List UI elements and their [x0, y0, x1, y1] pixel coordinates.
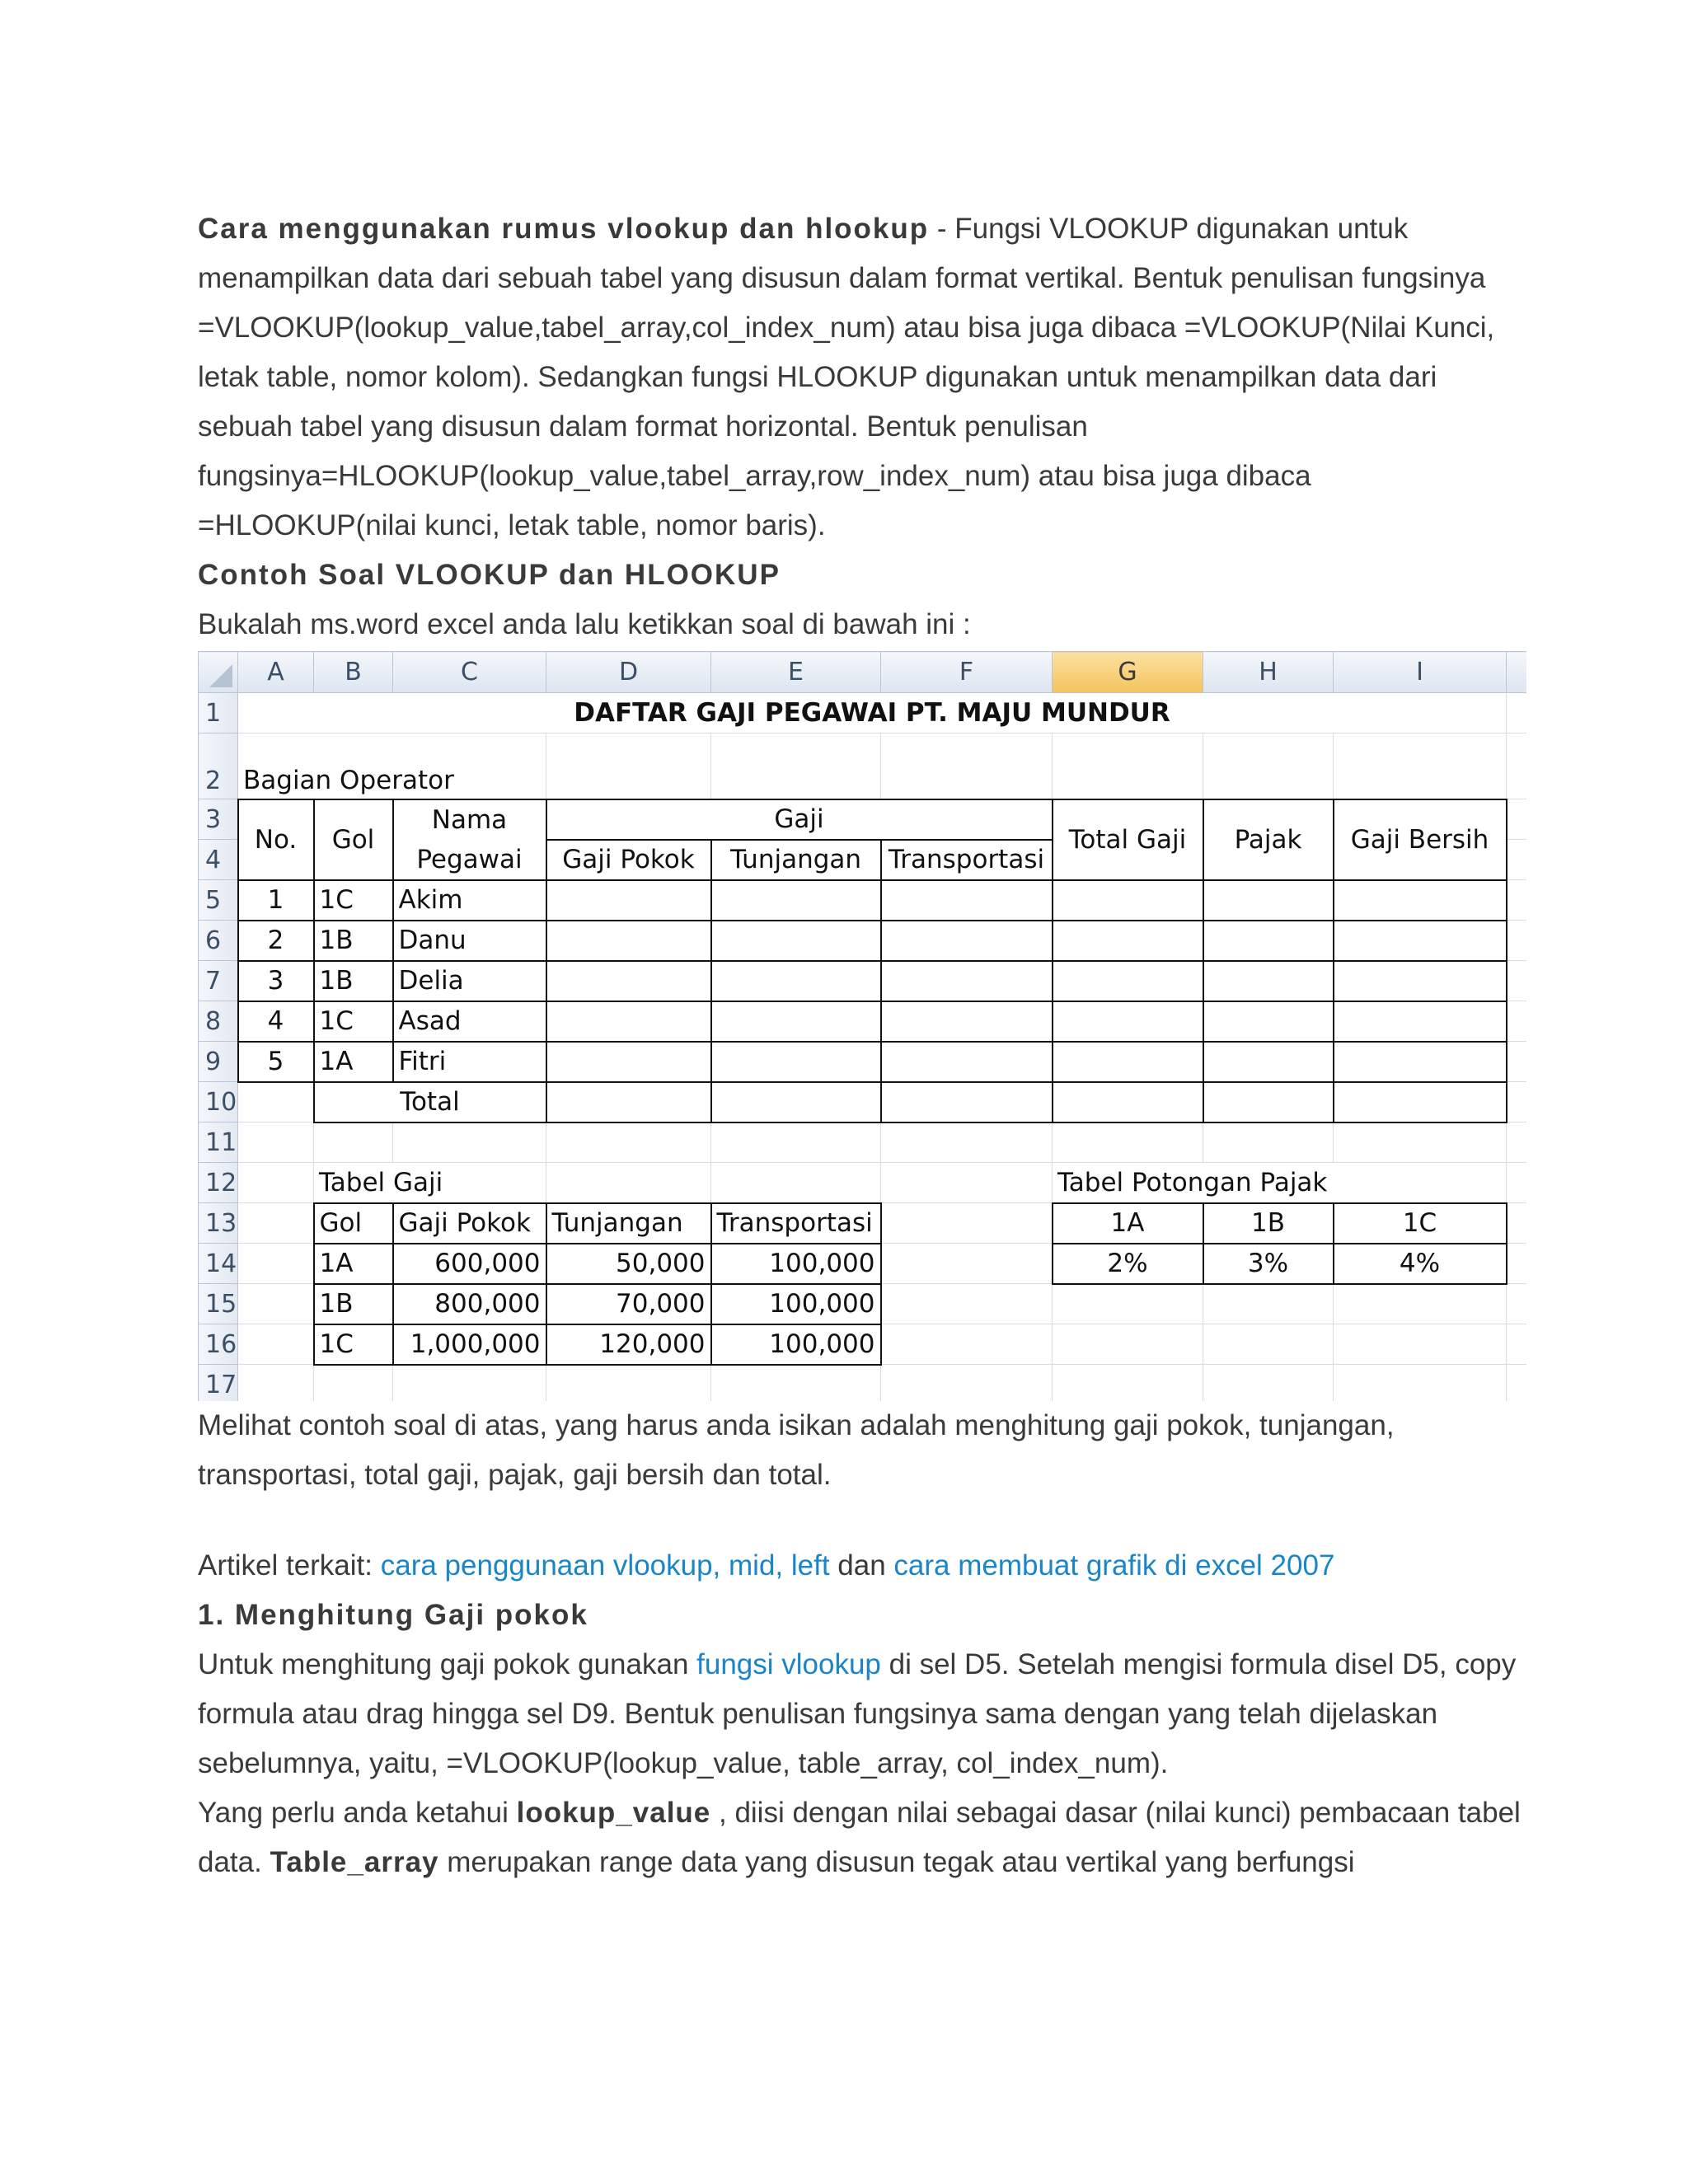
employee-gol[interactable]: 1B	[314, 961, 393, 1001]
cell[interactable]	[238, 1082, 314, 1122]
sheet-row-16	[199, 1324, 1527, 1365]
cell[interactable]	[1203, 1365, 1334, 1402]
cell[interactable]	[711, 1082, 881, 1122]
related-label: Artikel terkait:	[198, 1549, 381, 1582]
cell[interactable]	[881, 1042, 1053, 1082]
row-header[interactable]: 4	[199, 840, 238, 880]
cell[interactable]	[1507, 840, 1527, 880]
cell[interactable]	[711, 1042, 881, 1082]
section-label[interactable]: Bagian Operator	[238, 733, 546, 799]
sheet-row-17	[199, 1365, 1527, 1402]
cell[interactable]	[711, 921, 881, 961]
cell[interactable]	[881, 1365, 1053, 1402]
salary-gaji-pokok[interactable]: 800,000	[393, 1284, 546, 1324]
p1-text-a: Untuk menghitung gaji pokok gunakan	[198, 1648, 697, 1680]
header-total-gaji[interactable]: Total Gaji	[1053, 799, 1203, 880]
row-header[interactable]: 13	[199, 1203, 238, 1244]
cell[interactable]	[1507, 733, 1527, 799]
cell[interactable]	[238, 1365, 314, 1402]
salary-transportasi[interactable]: 100,000	[711, 1324, 881, 1365]
row-header[interactable]: 1	[199, 693, 238, 733]
p2-text-a: Yang perlu anda ketahui	[198, 1797, 517, 1829]
employee-nama[interactable]: Akim	[393, 880, 546, 921]
cell[interactable]	[1203, 733, 1334, 799]
salary-tunjangan[interactable]: 50,000	[546, 1244, 711, 1284]
col-header-h[interactable]: H	[1203, 652, 1334, 693]
cell[interactable]	[546, 880, 711, 921]
sheet-row-2	[199, 733, 1527, 799]
tax-header-1a[interactable]: 1A	[1053, 1203, 1203, 1244]
cell[interactable]	[1203, 961, 1334, 1001]
related-link-grafik[interactable]: cara membuat grafik di excel 2007	[893, 1549, 1335, 1582]
cell[interactable]	[1053, 1284, 1203, 1324]
fungsi-vlookup-link[interactable]: fungsi vlookup	[696, 1648, 881, 1680]
cell[interactable]	[1507, 1042, 1527, 1082]
cell[interactable]	[1507, 1365, 1527, 1402]
row-header[interactable]: 14	[199, 1244, 238, 1284]
cell[interactable]	[881, 1203, 1053, 1244]
row-header[interactable]: 3	[199, 799, 238, 840]
cell[interactable]	[1203, 1001, 1334, 1042]
cell[interactable]	[1053, 1365, 1203, 1402]
cell[interactable]	[1053, 1001, 1203, 1042]
cell[interactable]	[1507, 1082, 1527, 1122]
cell[interactable]	[1203, 1284, 1334, 1324]
related-separator: dan	[829, 1549, 894, 1582]
cell[interactable]	[1507, 1001, 1527, 1042]
header-nama-line1[interactable]: Nama	[393, 799, 546, 840]
cell[interactable]	[393, 1122, 546, 1163]
row-header[interactable]: 8	[199, 1001, 238, 1042]
sheet-title[interactable]: DAFTAR GAJI PEGAWAI PT. MAJU MUNDUR	[238, 693, 1507, 733]
employee-nama[interactable]: Delia	[393, 961, 546, 1001]
cell[interactable]	[1334, 1365, 1507, 1402]
article	[198, 204, 1533, 1887]
tax-value-1a[interactable]: 2%	[1053, 1244, 1203, 1284]
header-tunjangan[interactable]: Tunjangan	[711, 840, 881, 880]
cell[interactable]	[546, 921, 711, 961]
employee-no[interactable]: 5	[238, 1042, 314, 1082]
header-gaji-pokok[interactable]: Gaji Pokok	[546, 840, 711, 880]
cell[interactable]	[1334, 1042, 1507, 1082]
cell[interactable]	[238, 1324, 314, 1365]
cell[interactable]	[881, 1284, 1053, 1324]
cell[interactable]	[1507, 693, 1527, 733]
cell[interactable]	[1507, 1122, 1527, 1163]
cell[interactable]	[1507, 880, 1527, 921]
cell[interactable]	[1053, 733, 1203, 799]
column-header-row	[199, 652, 1527, 693]
cell[interactable]	[881, 1001, 1053, 1042]
row-header[interactable]: 2	[199, 733, 238, 799]
cell[interactable]	[1507, 921, 1527, 961]
cell[interactable]	[881, 1082, 1053, 1122]
cell[interactable]	[881, 1324, 1053, 1365]
cell[interactable]	[711, 1122, 881, 1163]
cell[interactable]	[881, 1163, 1053, 1203]
cell[interactable]	[546, 961, 711, 1001]
employee-nama[interactable]: Fitri	[393, 1042, 546, 1082]
cell[interactable]	[711, 1001, 881, 1042]
sheet-row-15	[199, 1284, 1527, 1324]
row-header[interactable]: 12	[199, 1163, 238, 1203]
employee-nama[interactable]: Asad	[393, 1001, 546, 1042]
header-gaji[interactable]: Gaji	[546, 799, 1053, 840]
spreadsheet-grid	[198, 651, 1526, 1401]
intro-title: Cara menggunakan rumus vlookup dan hlookup	[198, 213, 930, 245]
cell[interactable]	[1203, 1324, 1334, 1365]
cell[interactable]	[1203, 1082, 1334, 1122]
cell[interactable]	[711, 961, 881, 1001]
cell[interactable]	[1507, 1244, 1527, 1284]
intro-paragraph	[198, 204, 1533, 551]
cell[interactable]	[1053, 1082, 1203, 1122]
cell[interactable]	[1053, 1042, 1203, 1082]
salary-gol[interactable]: 1B	[314, 1284, 393, 1324]
after-sheet-paragraph: Melihat contoh soal di atas, yang harus anda isikan adalah menghitung gaji pokok, tunjangan, transportasi, total gaji, pajak, gaji bersih dan total.	[198, 1409, 1395, 1491]
cell[interactable]	[1334, 1122, 1507, 1163]
employee-gol[interactable]: 1C	[314, 1001, 393, 1042]
col-header-d[interactable]: D	[546, 652, 711, 693]
cell[interactable]	[1507, 1203, 1527, 1244]
salary-header-gaji-pokok[interactable]: Gaji Pokok	[393, 1203, 546, 1244]
employee-gol[interactable]: 1B	[314, 921, 393, 961]
salary-tunjangan[interactable]: 70,000	[546, 1284, 711, 1324]
section1-heading: 1. Menghitung Gaji pokok	[198, 1599, 588, 1631]
cell[interactable]	[881, 1244, 1053, 1284]
p2-text-b: , diisi dengan nilai sebagai dasar (nilai kunci) pembacaan tabel data.	[198, 1797, 1521, 1878]
cell[interactable]	[546, 1001, 711, 1042]
cell[interactable]	[314, 1122, 393, 1163]
header-pajak[interactable]: Pajak	[1203, 799, 1334, 880]
cell[interactable]	[546, 733, 711, 799]
cell[interactable]	[546, 1042, 711, 1082]
salary-tunjangan[interactable]: 120,000	[546, 1324, 711, 1365]
salary-header-tunjangan[interactable]: Tunjangan	[546, 1203, 711, 1244]
header-transportasi[interactable]: Transportasi	[881, 840, 1053, 880]
cell[interactable]	[711, 1163, 881, 1203]
cell[interactable]	[238, 1122, 314, 1163]
cell[interactable]	[1334, 1324, 1507, 1365]
cell[interactable]	[1507, 1163, 1527, 1203]
row-header[interactable]: 6	[199, 921, 238, 961]
cell[interactable]	[1203, 880, 1334, 921]
salary-transportasi[interactable]: 100,000	[711, 1244, 881, 1284]
employee-nama[interactable]: Danu	[393, 921, 546, 961]
employee-row	[199, 921, 1527, 961]
header-nama-line2[interactable]: Pegawai	[393, 840, 546, 880]
employee-row	[199, 961, 1527, 1001]
cell[interactable]	[1334, 961, 1507, 1001]
cell[interactable]	[1334, 921, 1507, 961]
cell[interactable]	[314, 1365, 393, 1402]
cell[interactable]	[881, 921, 1053, 961]
related-link-vlookup[interactable]: cara penggunaan vlookup, mid, left	[380, 1549, 830, 1582]
cell[interactable]	[1053, 961, 1203, 1001]
cell[interactable]	[881, 1122, 1053, 1163]
example-heading: Contoh Soal VLOOKUP dan HLOOKUP	[198, 559, 781, 591]
select-all-corner[interactable]	[199, 652, 238, 693]
related-articles	[198, 1541, 1533, 1591]
row-header[interactable]: 15	[199, 1284, 238, 1324]
sheet-row-13	[199, 1203, 1527, 1244]
cell[interactable]	[1507, 1284, 1527, 1324]
row-header[interactable]: 5	[199, 880, 238, 921]
section1-paragraph1	[198, 1640, 1533, 1788]
salary-header-transportasi[interactable]: Transportasi	[711, 1203, 881, 1244]
cell[interactable]	[1053, 1324, 1203, 1365]
cell[interactable]	[546, 1082, 711, 1122]
employee-gol[interactable]: 1A	[314, 1042, 393, 1082]
cell[interactable]	[546, 1365, 711, 1402]
col-header-i[interactable]: I	[1334, 652, 1507, 693]
cell[interactable]	[1334, 1001, 1507, 1042]
total-label[interactable]: Total	[314, 1082, 546, 1122]
col-header-f[interactable]: F	[881, 652, 1053, 693]
cell[interactable]	[711, 733, 881, 799]
cell[interactable]	[1203, 1122, 1334, 1163]
cell[interactable]	[1334, 1284, 1507, 1324]
p2-term-lookup-value: lookup_value	[516, 1797, 711, 1829]
employee-row	[199, 1042, 1527, 1082]
cell[interactable]	[881, 961, 1053, 1001]
employee-gol[interactable]: 1C	[314, 880, 393, 921]
p2-text-c: merupakan range data yang disusun tegak atau vertikal yang berfungsi	[438, 1846, 1355, 1878]
cell[interactable]	[238, 1284, 314, 1324]
tax-header-1b[interactable]: 1B	[1203, 1203, 1334, 1244]
intro-text: - Fungsi VLOOKUP digunakan untuk menampilkan data dari sebuah tabel yang disusun dalam format vertikal. Bentuk penulisan fungsinya =VLOOKUP(lookup_value,tabel_array,col_index_num) atau bisa juga dibaca =VLOOKUP(Nilai Kunci, letak table, nomor kolom). Sedangkan fungsi HLOOKUP digunakan untuk menampilkan data dari sebuah tabel yang disusun dalam format horizontal. Bentuk penulisan fungsinya=HLOOKUP(lookup_value,tabel_array,row_index_num) atau bisa juga dibaca =HLOOKUP(nilai kunci, letak table, nomor baris).	[198, 213, 1495, 541]
salary-gaji-pokok[interactable]: 1,000,000	[393, 1324, 546, 1365]
cell[interactable]	[711, 1365, 881, 1402]
section1-paragraph2	[198, 1788, 1533, 1887]
employee-row	[199, 880, 1527, 921]
cell[interactable]	[1053, 1122, 1203, 1163]
cell[interactable]	[1203, 921, 1334, 961]
cell[interactable]	[546, 1122, 711, 1163]
employee-no[interactable]: 4	[238, 1001, 314, 1042]
col-header-c[interactable]: C	[393, 652, 546, 693]
sheet-row-12	[199, 1163, 1527, 1203]
employee-row	[199, 1001, 1527, 1042]
header-gol[interactable]: Gol	[314, 799, 393, 880]
cell[interactable]	[1053, 921, 1203, 961]
col-header-extra	[1507, 652, 1527, 693]
col-header-a[interactable]: A	[238, 652, 314, 693]
cell[interactable]	[711, 880, 881, 921]
salary-gol[interactable]: 1A	[314, 1244, 393, 1284]
cell[interactable]	[546, 1163, 711, 1203]
cell[interactable]	[1507, 1324, 1527, 1365]
col-header-g[interactable]: G	[1053, 652, 1203, 693]
cell[interactable]	[238, 1163, 314, 1203]
tax-table-title[interactable]: Tabel Potongan Pajak	[1053, 1163, 1507, 1203]
cell[interactable]	[881, 733, 1053, 799]
p1-text-b: di sel D5. Setelah mengisi formula disel D5, copy formula atau drag hingga sel D9. Bentuk penulisan fungsinya sama dengan yang telah dijelaskan sebelumnya, yaitu, =VLOOKUP(lookup_value, table_array, col_index_num).	[198, 1648, 1517, 1779]
col-header-b[interactable]: B	[314, 652, 393, 693]
salary-gol[interactable]: 1C	[314, 1324, 393, 1365]
row-header[interactable]: 9	[199, 1042, 238, 1082]
row-header[interactable]: 17	[199, 1365, 238, 1402]
row-header[interactable]: 7	[199, 961, 238, 1001]
row-header[interactable]: 11	[199, 1122, 238, 1163]
spreadsheet-figure	[198, 651, 1526, 1401]
salary-transportasi[interactable]: 100,000	[711, 1284, 881, 1324]
employee-no[interactable]: 1	[238, 880, 314, 921]
sheet-row-14	[199, 1244, 1527, 1284]
cell[interactable]	[881, 880, 1053, 921]
tax-value-1b[interactable]: 3%	[1203, 1244, 1334, 1284]
cell[interactable]	[393, 1365, 546, 1402]
col-header-e[interactable]: E	[711, 652, 881, 693]
salary-table-title[interactable]: Tabel Gaji	[314, 1163, 546, 1203]
cell[interactable]	[1334, 1082, 1507, 1122]
row-header[interactable]: 10	[199, 1082, 238, 1122]
cell[interactable]	[1507, 799, 1527, 840]
row-header[interactable]: 16	[199, 1324, 238, 1365]
tax-value-1c[interactable]: 4%	[1334, 1244, 1507, 1284]
cell[interactable]	[1203, 1042, 1334, 1082]
cell[interactable]	[238, 1244, 314, 1284]
cell[interactable]	[1334, 880, 1507, 921]
tax-header-1c[interactable]: 1C	[1334, 1203, 1507, 1244]
header-gaji-bersih[interactable]: Gaji Bersih	[1334, 799, 1507, 880]
sheet-row-1	[199, 693, 1527, 733]
sheet-row-11	[199, 1122, 1527, 1163]
cell[interactable]	[238, 1203, 314, 1244]
cell[interactable]	[1507, 961, 1527, 1001]
cell[interactable]	[1053, 880, 1203, 921]
example-intro: Bukalah ms.word excel anda lalu ketikkan soal di bawah ini :	[198, 608, 971, 640]
total-row	[199, 1082, 1527, 1122]
cell[interactable]	[1334, 733, 1507, 799]
sheet-row-3	[199, 799, 1527, 840]
employee-no[interactable]: 2	[238, 921, 314, 961]
p2-term-table-array: Table_array	[270, 1846, 439, 1878]
salary-gaji-pokok[interactable]: 600,000	[393, 1244, 546, 1284]
employee-no[interactable]: 3	[238, 961, 314, 1001]
header-no[interactable]: No.	[238, 799, 314, 880]
salary-header-gol[interactable]: Gol	[314, 1203, 393, 1244]
